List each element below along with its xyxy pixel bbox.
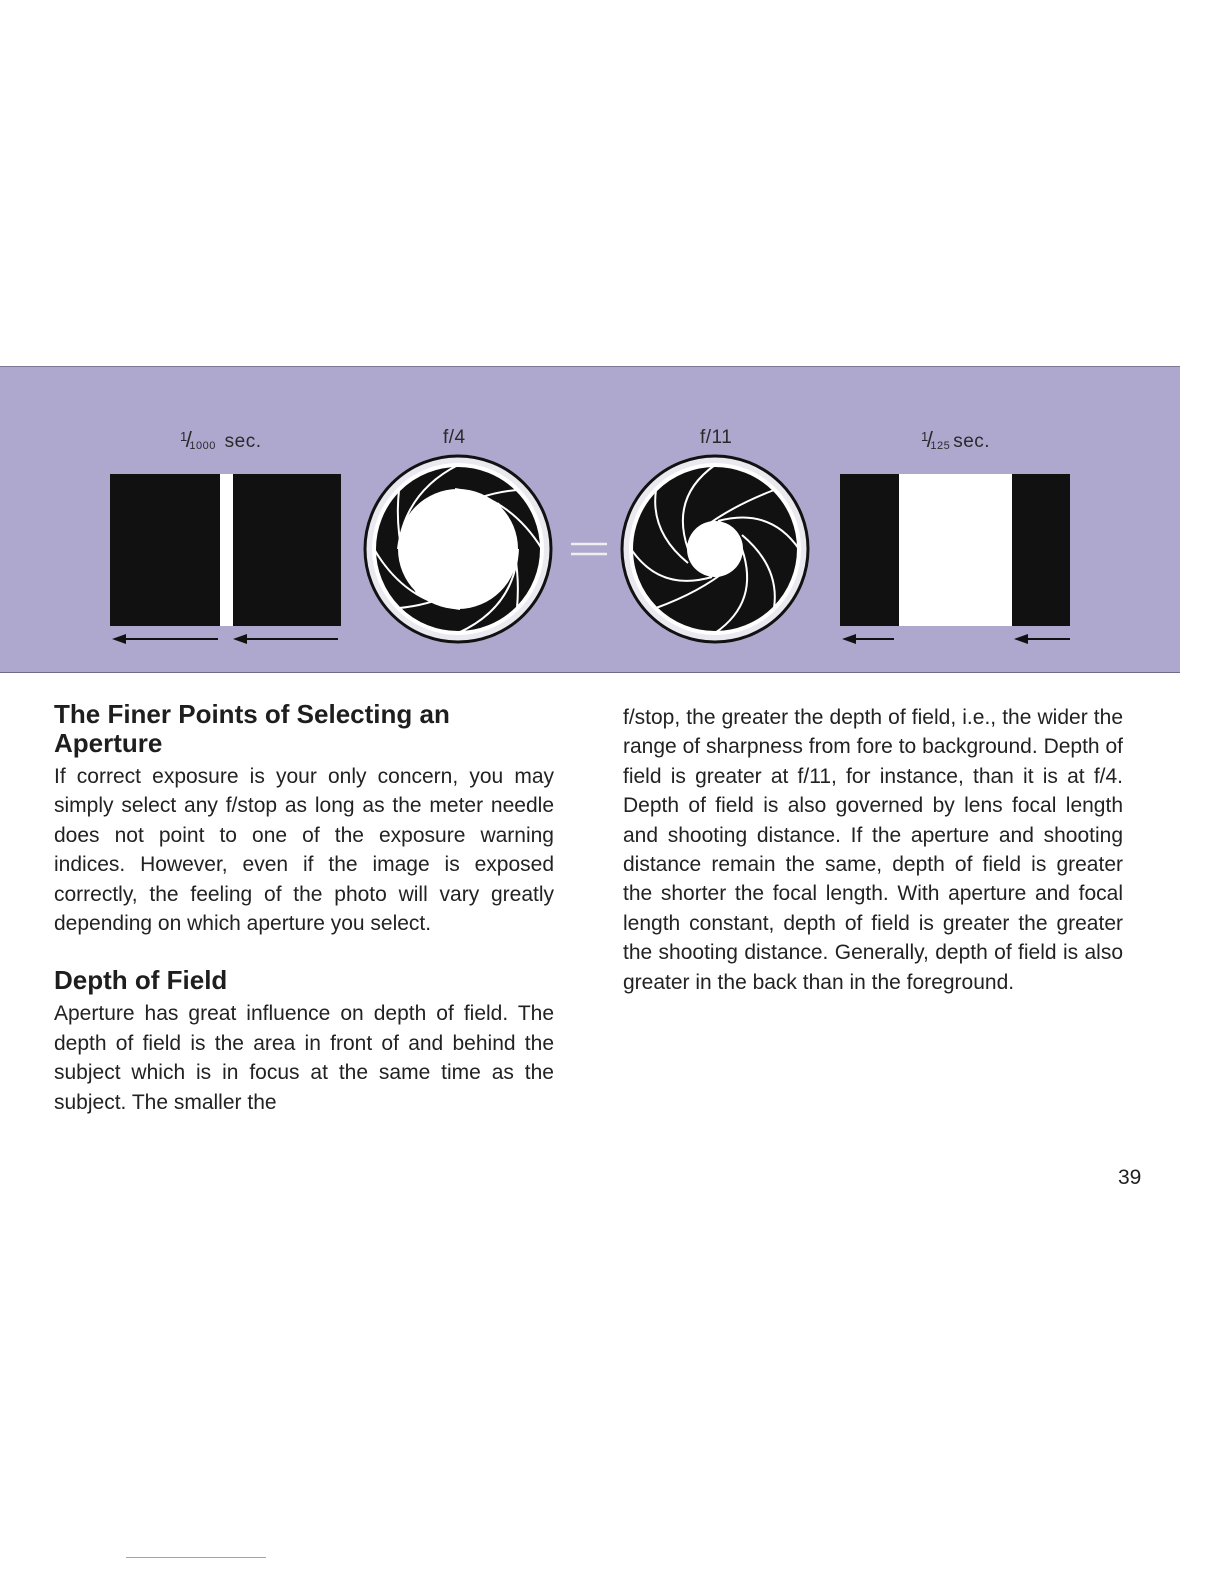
caption-slow-shutter: $^1/_{125}$ sec. (921, 427, 991, 452)
aperture-f11-icon (622, 456, 808, 642)
arrow-left-icon (842, 634, 894, 644)
footer-rule (126, 1557, 266, 1558)
page-number: 39 (1118, 1166, 1142, 1189)
arrow-left-icon (233, 634, 338, 644)
exposure-diagram-graphic (0, 367, 1180, 672)
left-column (54, 700, 554, 1117)
arrow-left-icon (1014, 634, 1070, 644)
paragraph-aperture: If correct exposure is your only concern, you may simply select any f/stop as long as the meter needle does not point to one of the exposure warning indices. However, even if the image is exposed correctly, the feeling of the photo will vary greatly depending on which aperture you select. (54, 765, 554, 936)
shutter-slit-narrow-icon (110, 474, 341, 626)
caption-f11: f/11 (700, 427, 733, 448)
paragraph-depth-of-field-continued: f/stop, the greater the depth of field, i.e., the wider the range of sharpness from fore to background. Depth of field is greater at f/11, for instance, than it is at f/4. Depth of field is also governed by lens focal length and shooting distance. If the aperture and shooting distance remain the same, depth of field is greater the shorter the focal length. With aperture and focal length constant, depth of field is greater the greater the shooting distance. Generally, depth of field is also greater in the back than in the foreground. (623, 706, 1123, 994)
exposure-diagram (0, 366, 1180, 673)
right-column (623, 703, 1123, 997)
section-heading-aperture: The Finer Points of Selecting an Aperture (54, 699, 450, 758)
section-heading-depth-of-field: Depth of Field (54, 965, 228, 996)
aperture-f4-icon (365, 456, 551, 642)
paragraph-depth-of-field: Aperture has great influence on depth of field. The depth of field is the area in front of and behind the subject which is in focus at the same time as the subject. The smaller the (54, 1002, 554, 1114)
arrow-left-icon (112, 634, 218, 644)
equals-sign (571, 544, 607, 554)
caption-fast-shutter: $^1/_{1000}$ sec. (180, 427, 262, 452)
shutter-slit-wide-icon (840, 474, 1070, 626)
caption-f4: f/4 (443, 427, 466, 448)
